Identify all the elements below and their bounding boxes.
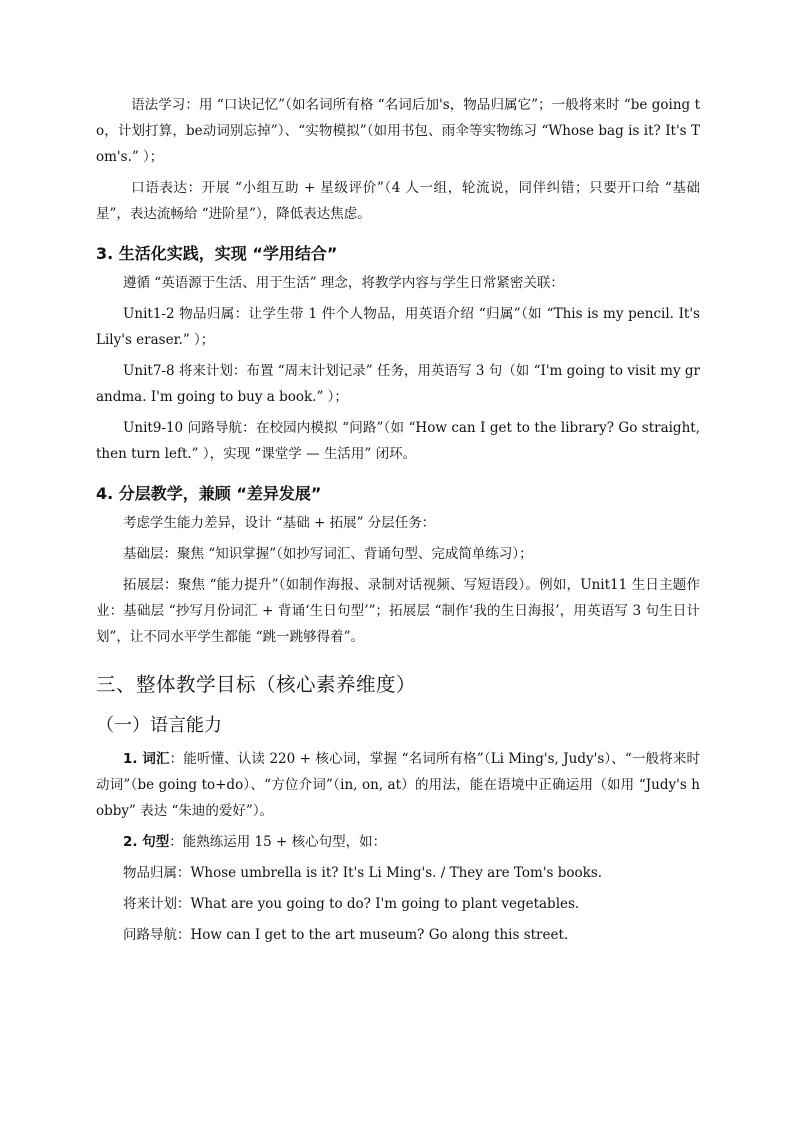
- sentence-paragraph: [96, 829, 700, 855]
- section-3-heading: 3. 生活化实践，实现 “学用结合”: [96, 244, 338, 263]
- section-3-intro: 遵循 “英语源于生活、用于生活” 理念，将教学内容与学生日常紧密关联：: [123, 275, 564, 291]
- section-3-item-2: Unit7-8 将来计划：布置 “周末计划记录” 任务，用英语写 3 句（如 “I'm going to visit my grandma. I'm going to buy a book.” ）；: [96, 363, 700, 405]
- pattern-directions: 问路导航：How can I get to the art museum? Go along this street.: [123, 927, 569, 943]
- section-3-item-3: Unit9-10 问路导航：在校园内模拟 “问路”（如 “How can I get to the library? Go straight, then turn left.” ），实现 “课堂学 — 生活用” 闭环。: [96, 420, 700, 462]
- pattern-ownership: 物品归属：Whose umbrella is it? It's Li Ming's. / They are Tom's books.: [123, 865, 603, 881]
- vocabulary-text: ：能听懂、认读 220 + 核心词，掌握 “名词所有格”（Li Ming's, Judy's）、“一般将来时动词”（be going to+do）、“方位介词”（in, on, at）的用法，能在语境中正确运用（如用 “Judy's hobby” 表达 “朱迪的爱好”）。: [96, 751, 700, 819]
- sentence-text: ：能熟练运用 15 + 核心句型，如：: [169, 834, 387, 850]
- section-3-item-1: Unit1-2 物品归属：让学生带 1 件个人物品，用英语介绍 “归属”（如 “This is my pencil. It's Lily's eraser.” ）；: [96, 306, 700, 348]
- grammar-paragraph: 语法学习：用 “口诀记忆”（如名词所有格 “名词后加's，物品归属它”；一般将来时 “be going to，计划打算，be动词别忘掉”）、“实物模拟”（如用书包、雨伞等实物练习 “Whose bag is it? It's Tom's.” ）；: [96, 97, 700, 165]
- section-4-heading: 4. 分层教学，兼顾 “差异发展”: [96, 484, 322, 503]
- pattern-future-plan: 将来计划：What are you going to do? I'm going to plant vegetables.: [123, 896, 580, 912]
- section-4-basic: 基础层：聚焦 “知识掌握”（如抄写词汇、背诵句型、完成简单练习）；: [123, 546, 533, 562]
- section-4-intro: 考虑学生能力差异，设计 “基础 + 拓展” 分层任务：: [123, 515, 436, 531]
- vocabulary-label: 1. 词汇: [123, 751, 170, 767]
- sentence-label: 2. 句型: [123, 834, 170, 850]
- section-4-extend: 拓展层：聚焦 “能力提升”（如制作海报、录制对话视频、写短语段）。例如，Unit11 生日主题作业：基础层 “抄写月份词汇 + 背诵‘生日句型’”；拓展层 “制作‘我的生日海报’，用英语写 3 句生日计划”，让不同水平学生都能 “跳一跳够得着”。: [96, 577, 700, 645]
- chapter-3-heading: 三、整体教学目标（核心素养维度）: [96, 673, 417, 696]
- vocabulary-paragraph: [96, 746, 700, 824]
- document-body: [96, 92, 700, 948]
- oral-paragraph: 口语表达：开展 “小组互助 + 星级评价”（4 人一组，轮流说，同伴纠错；只要开口给 “基础星”，表达流畅给 “进阶星”），降低表达焦虑。: [96, 180, 700, 222]
- language-ability-heading: （一）语言能力: [96, 715, 222, 736]
